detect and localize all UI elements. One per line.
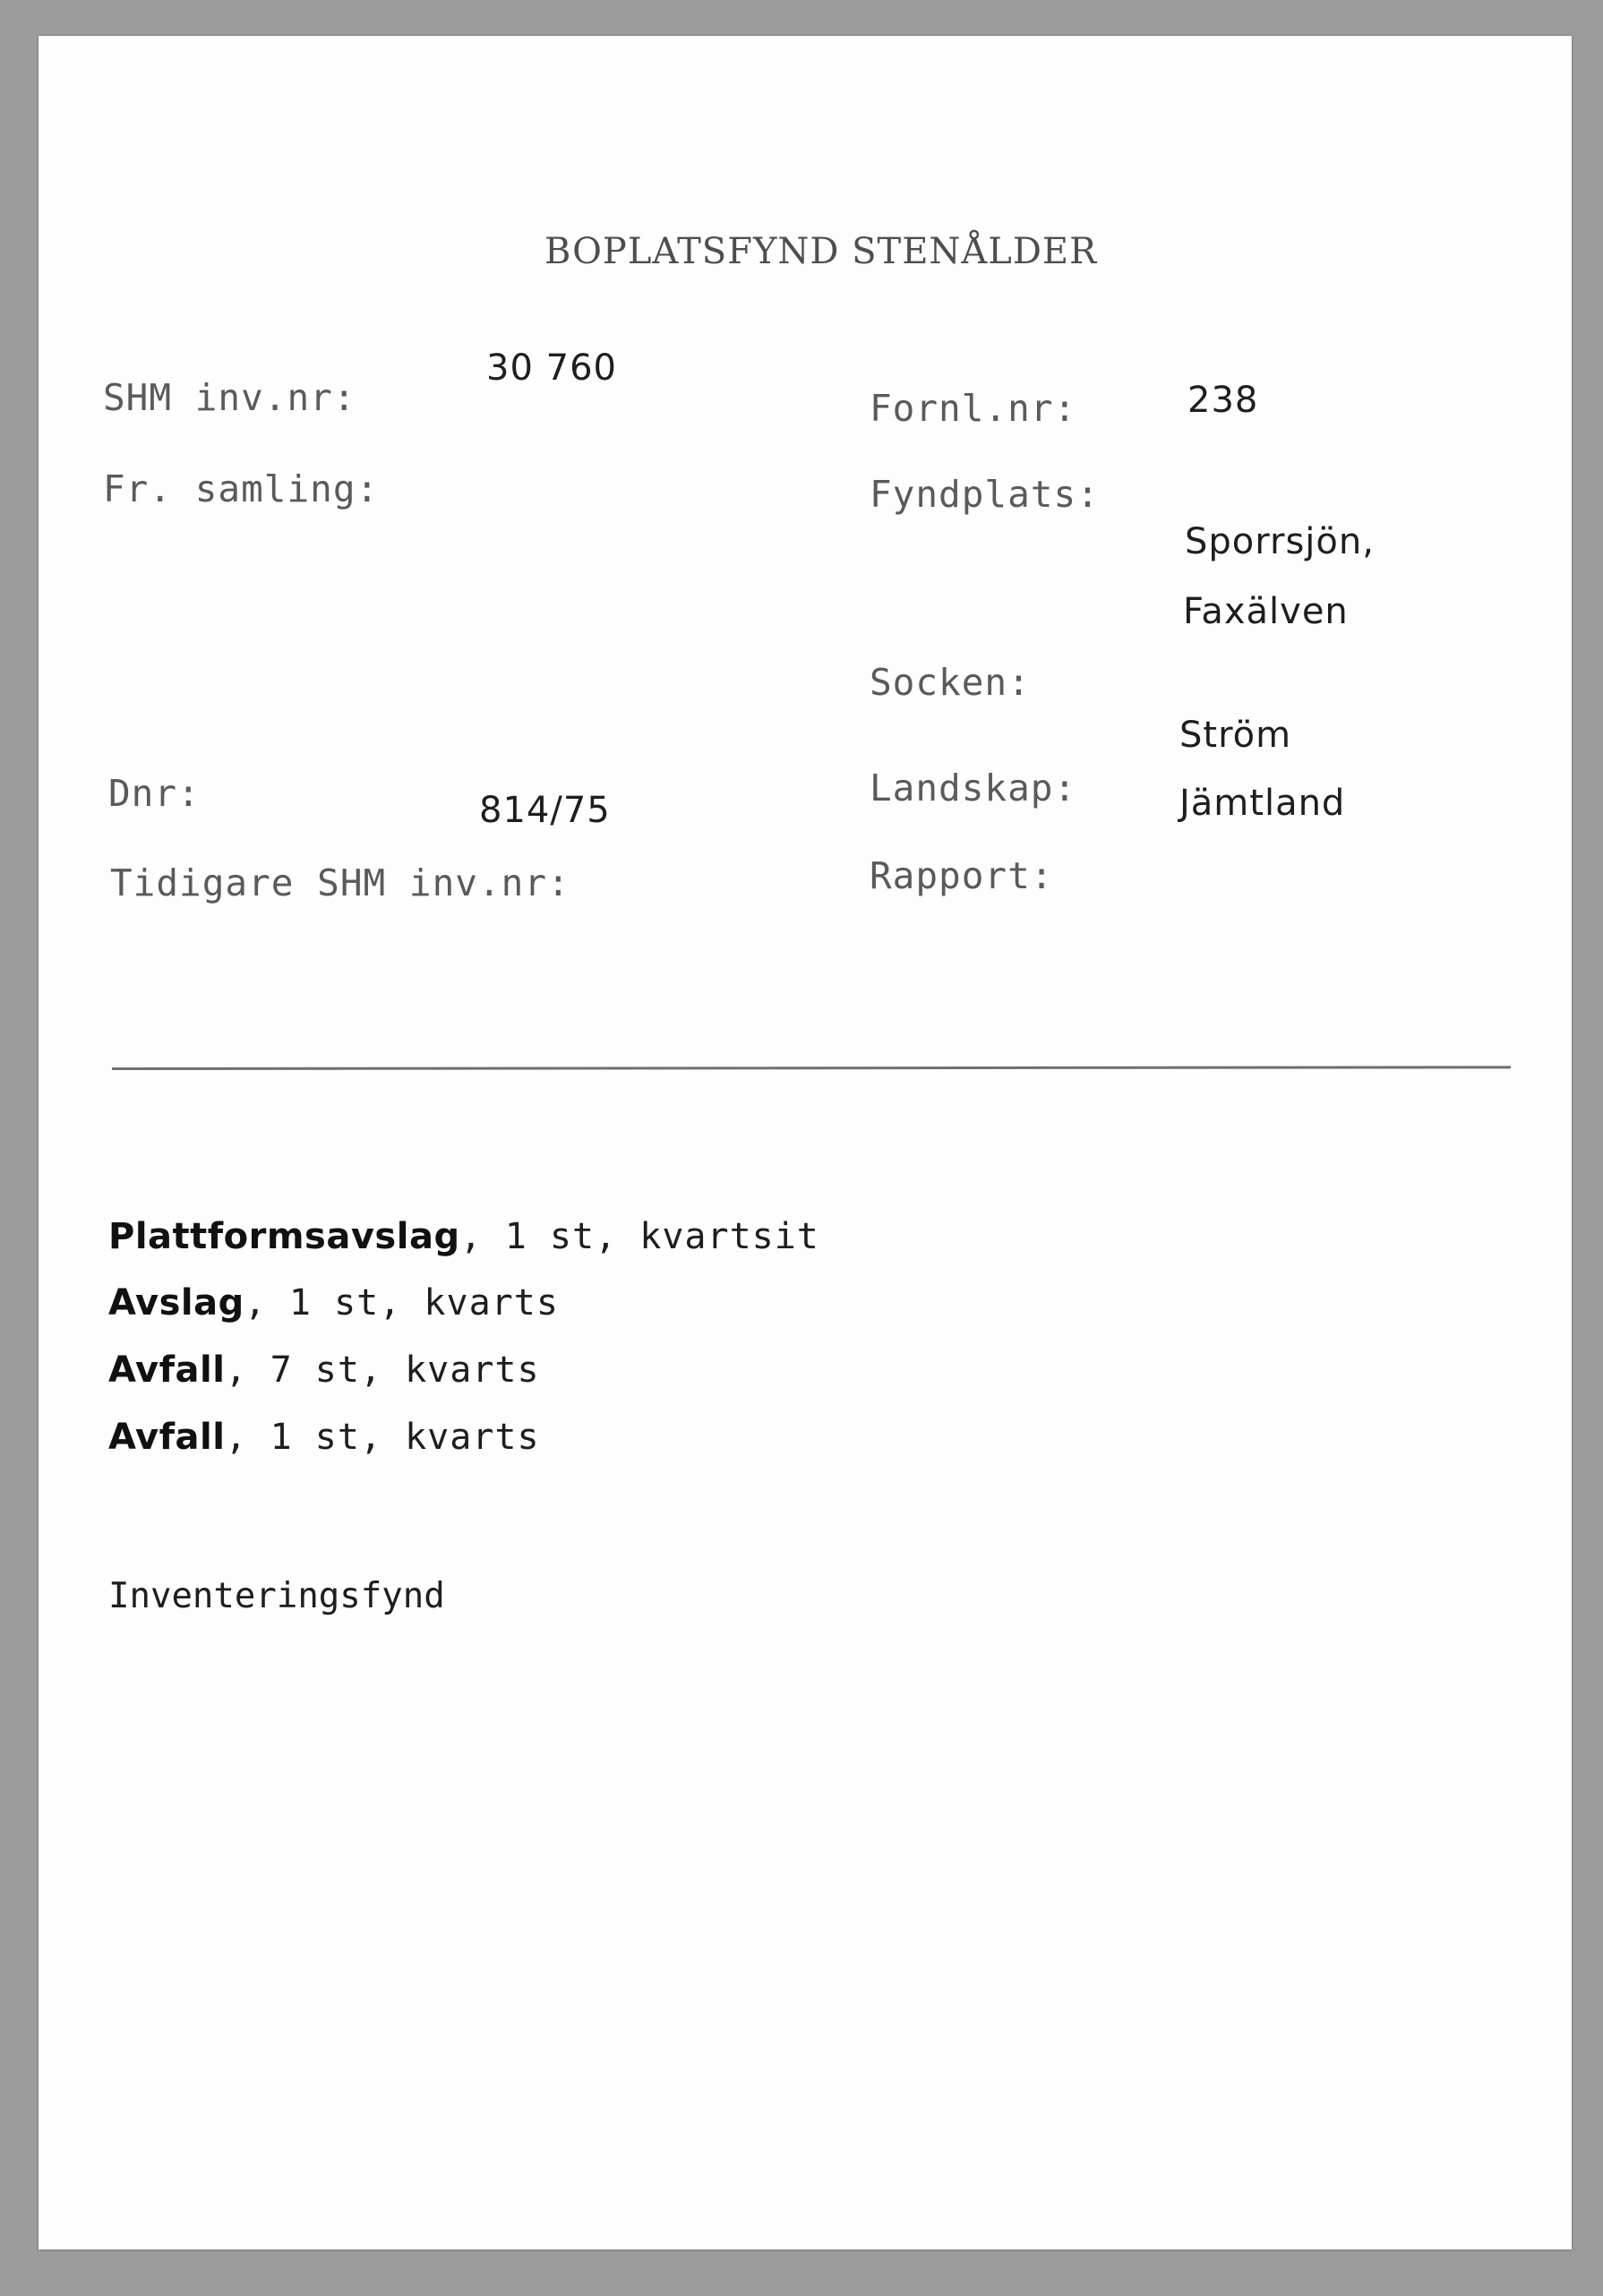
dnr-value: 814/75 <box>479 790 611 831</box>
landskap-value: Jämtland <box>1179 783 1346 824</box>
tidigare-shm-inv-nr-label: Tidigare SHM inv.nr: <box>110 861 570 904</box>
find-item-details: , 7 st, kvarts <box>225 1349 540 1391</box>
shm-inv-nr-value: 30 760 <box>486 347 617 389</box>
fyndplats-value-line1: Sporrsjön, <box>1185 521 1375 562</box>
rapport-label: Rapport: <box>870 854 1054 897</box>
find-note: Inventeringsfynd <box>108 1576 445 1616</box>
divider-line <box>112 1066 1511 1070</box>
socken-value: Ström <box>1179 715 1292 756</box>
find-item-details: , 1 st, kvarts <box>244 1282 559 1324</box>
find-item-name: Avfall <box>108 1417 226 1458</box>
fyndplats-label: Fyndplats: <box>870 473 1100 516</box>
shm-inv-nr-label: SHM inv.nr: <box>103 376 356 419</box>
landskap-label: Landskap: <box>870 767 1077 810</box>
fyndplats-value-line2: Faxälven <box>1183 591 1349 632</box>
find-item <box>108 1216 819 1257</box>
find-item-name: Plattformsavslag <box>108 1216 460 1257</box>
card-title: BOPLATSFYND STENÅLDER <box>544 231 1098 272</box>
find-item-name: Avfall <box>108 1349 226 1391</box>
fornl-nr-value: 238 <box>1187 380 1259 421</box>
dnr-label: Dnr: <box>108 772 201 815</box>
find-item <box>108 1282 559 1324</box>
find-item-details: , 1 st, kvartsit <box>459 1216 819 1257</box>
fornl-nr-label: Fornl.nr: <box>870 387 1077 430</box>
socken-label: Socken: <box>870 661 1031 704</box>
find-item-name: Avslag <box>108 1282 244 1324</box>
fr-samling-label: Fr. samling: <box>103 467 380 510</box>
catalog-card <box>39 36 1572 2249</box>
find-item <box>108 1349 540 1391</box>
find-item-details: , 1 st, kvarts <box>225 1417 540 1458</box>
find-item <box>108 1417 540 1458</box>
